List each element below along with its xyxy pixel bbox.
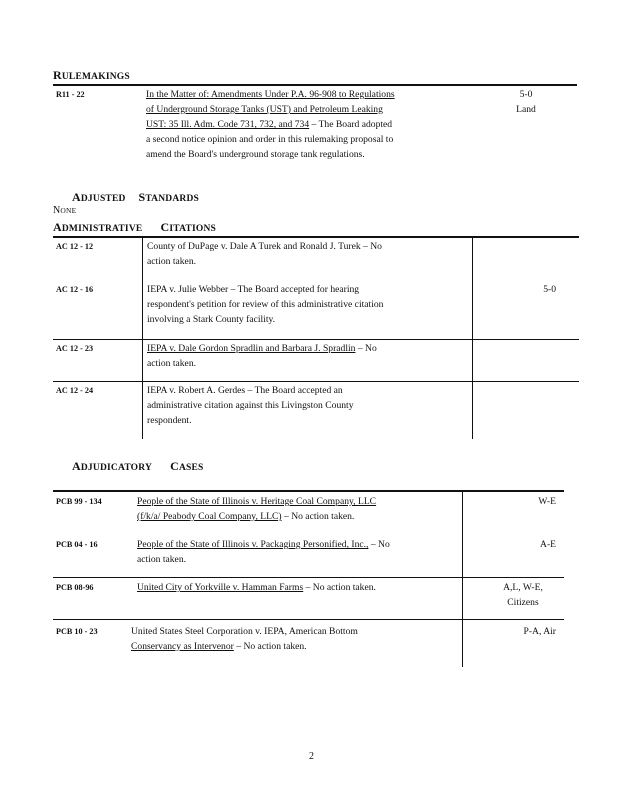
entry-line: action taken. bbox=[147, 256, 197, 267]
adjud-vote: A,L, W-E, Citizens bbox=[503, 582, 543, 608]
adjud-code: PCB 04 - 16 bbox=[56, 540, 98, 549]
rulemaking-text bbox=[146, 87, 466, 162]
admin-row-rule bbox=[53, 381, 579, 382]
entry-line: United States Steel Corporation v. IEPA, American Bottom bbox=[131, 626, 358, 637]
admin-code: AC 12 - 23 bbox=[56, 344, 94, 353]
adjud-code: PCB 99 - 134 bbox=[56, 497, 102, 506]
adjud-col-divider bbox=[462, 491, 463, 667]
admin-code: AC 12 - 24 bbox=[56, 386, 94, 395]
admin-col-divider bbox=[472, 237, 473, 439]
entry-line: IEPA v. Dale Gordon Spradlin and Barbara J. Spradlin – No bbox=[147, 343, 377, 354]
admin-code: AC 12 - 16 bbox=[56, 285, 94, 294]
entry-line: respondent. bbox=[147, 415, 192, 426]
admin-col-divider bbox=[142, 237, 143, 439]
admin-entry bbox=[147, 239, 467, 269]
admin-entry bbox=[147, 383, 467, 428]
rulemaking-line: of Underground Storage Tanks (UST) and Petroleum Leaking bbox=[146, 104, 383, 115]
entry-line: People of the State of Illinois v. Packaging Personified, Inc., – No bbox=[137, 539, 390, 550]
entry-line: County of DuPage v. Dale A Turek and Ronald J. Turek – No bbox=[147, 241, 382, 252]
rulemaking-line: a second notice opinion and order in this rulemaking proposal to bbox=[146, 134, 394, 145]
rulemaking-code: R11 - 22 bbox=[56, 90, 85, 99]
admin-code: AC 12 - 12 bbox=[56, 242, 94, 251]
adjud-row-rule bbox=[53, 577, 564, 578]
entry-line: action taken. bbox=[137, 554, 187, 565]
entry-line: respondent's petition for review of this administrative citation bbox=[147, 299, 384, 310]
entry-line: (f/k/a/ Peabody Coal Company, LLC) – No action taken. bbox=[137, 511, 355, 522]
admin-citations-heading: ADMINISTRATIVE CITATIONS bbox=[53, 220, 216, 234]
admin-entry bbox=[147, 341, 467, 371]
adjud-top-rule bbox=[53, 490, 564, 492]
admin-vote: 5-0 bbox=[543, 284, 556, 295]
entry-line: involving a Stark County facility. bbox=[147, 314, 276, 325]
entry-line: administrative citation against this Livingston County bbox=[147, 400, 354, 411]
adjud-entry bbox=[137, 537, 459, 567]
rulemaking-line: amend the Board's underground storage tank regulations. bbox=[146, 149, 365, 160]
adjud-row-rule bbox=[53, 619, 564, 620]
adjud-vote: P-A, Air bbox=[523, 626, 556, 637]
admin-top-rule bbox=[53, 236, 579, 238]
rulemakings-rule bbox=[53, 84, 577, 86]
adjud-vote: A-E bbox=[540, 539, 556, 550]
adjusted-standards-heading: ADJUSTED STANDARDS bbox=[72, 190, 200, 204]
adjud-entry bbox=[131, 624, 459, 654]
rulemaking-line: UST: 35 Ill. Adm. Code 731, 732, and 734 – The Board adopted bbox=[146, 119, 393, 130]
admin-row-rule bbox=[53, 339, 579, 340]
rulemaking-vote: 5-0 Land bbox=[516, 89, 536, 115]
page-number: 2 bbox=[309, 751, 314, 762]
entry-line: action taken. bbox=[147, 358, 197, 369]
adjud-entry bbox=[137, 494, 459, 524]
entry-line: IEPA v. Julie Webber – The Board accepted for hearing bbox=[147, 284, 360, 295]
admin-entry bbox=[147, 282, 467, 327]
rulemaking-line: In the Matter of: Amendments Under P.A. 96-908 to Regulations bbox=[146, 89, 395, 100]
adjud-code: PCB 08-96 bbox=[56, 583, 94, 592]
adjudicatory-cases-heading: ADJUDICATORY CASES bbox=[72, 459, 204, 473]
entry-line: Conservancy as Intervenor – No action taken. bbox=[131, 641, 307, 652]
entry-line: United City of Yorkville v. Hamman Farms – No action taken. bbox=[137, 582, 376, 593]
adjud-code: PCB 10 - 23 bbox=[56, 627, 98, 636]
none-label: NONE bbox=[53, 205, 77, 216]
adjud-vote: W-E bbox=[538, 496, 556, 507]
entry-line: IEPA v. Robert A. Gerdes – The Board accepted an bbox=[147, 385, 343, 396]
adjud-entry bbox=[137, 580, 459, 595]
entry-line: People of the State of Illinois v. Heritage Coal Company, LLC bbox=[137, 496, 377, 507]
rulemakings-heading: RULEMAKINGS bbox=[53, 68, 130, 82]
